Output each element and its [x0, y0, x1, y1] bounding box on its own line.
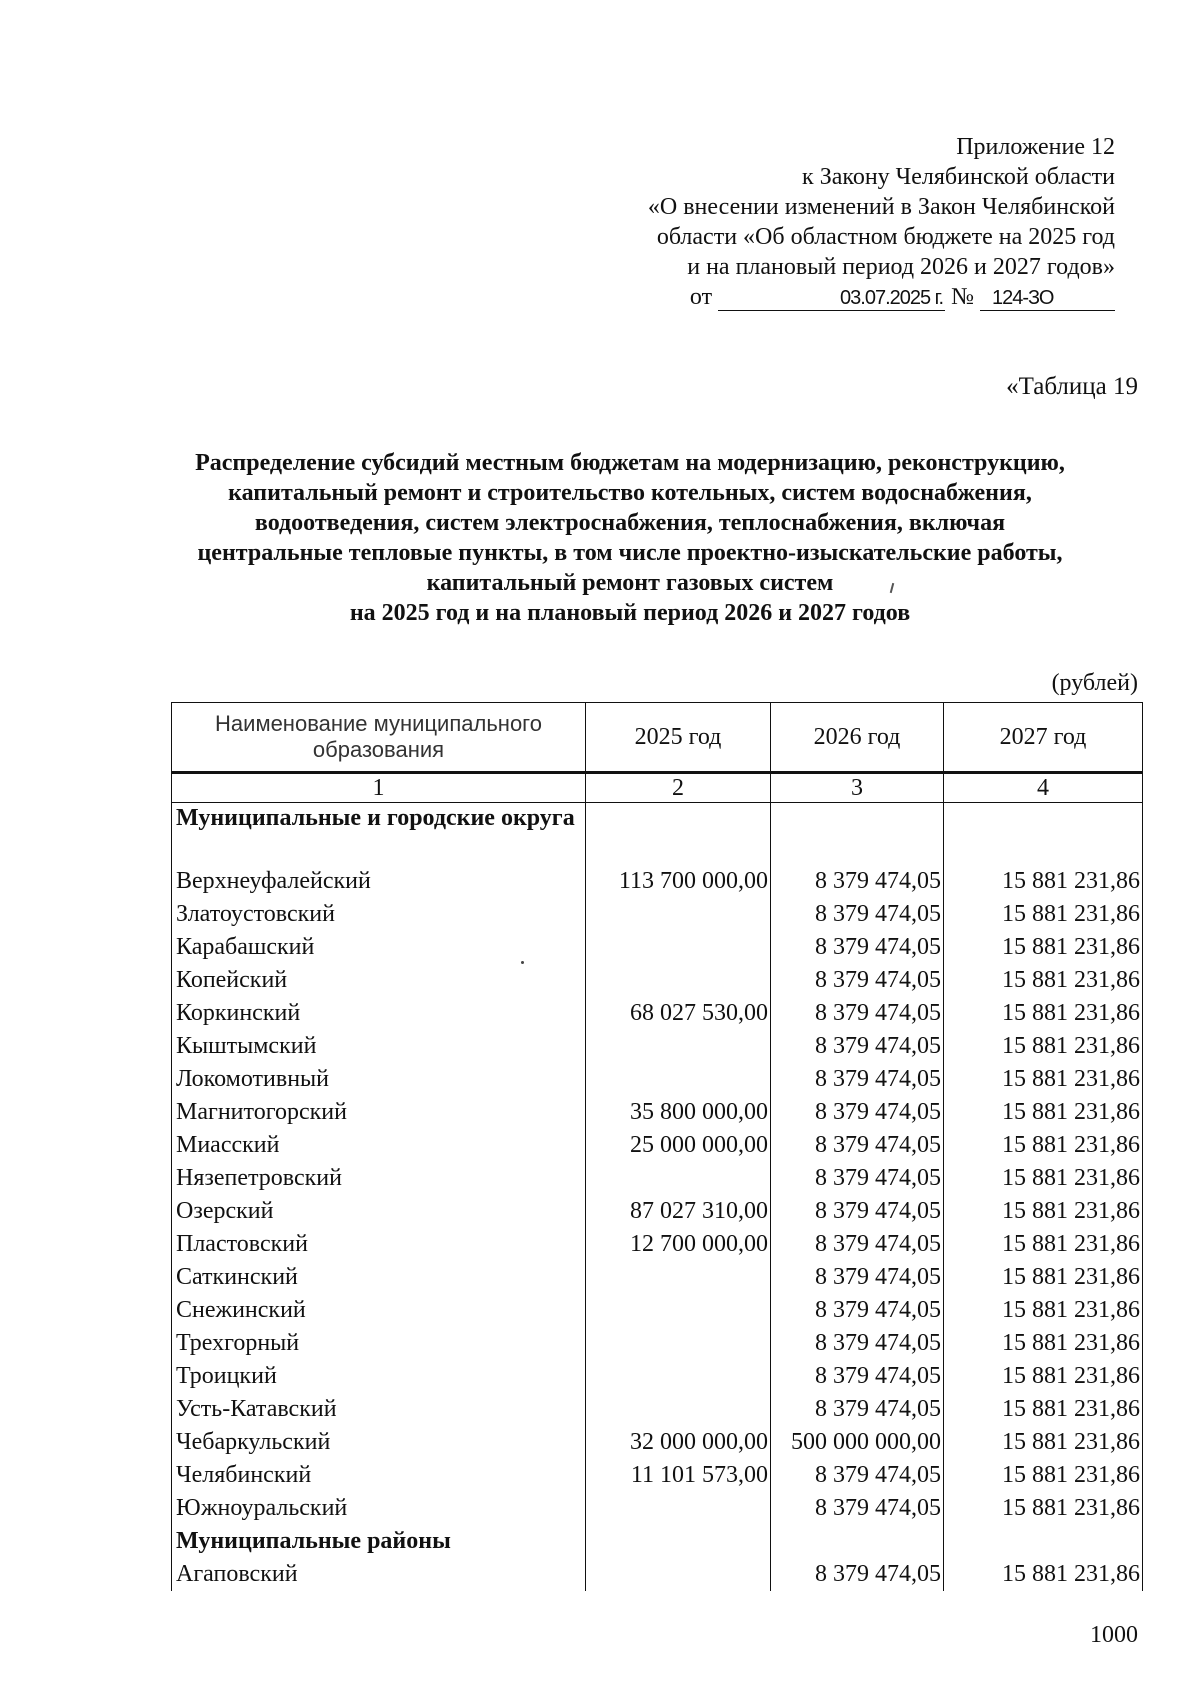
value-2025: [586, 1360, 771, 1393]
value-2025: 68 027 530,00: [586, 997, 771, 1030]
value-2027: 15 881 231,86: [944, 1426, 1143, 1459]
table-row: [172, 1459, 1143, 1492]
header-line: к Закону Челябинской области: [802, 164, 1115, 190]
value-2025: 32 000 000,00: [586, 1426, 771, 1459]
value-2025: 12 700 000,00: [586, 1228, 771, 1261]
table-row: [172, 964, 1143, 997]
value-2026: 8 379 474,05: [771, 997, 944, 1030]
municipality-name: Златоустовский: [172, 898, 586, 931]
value-2025: [586, 1558, 771, 1591]
value-2026: 8 379 474,05: [771, 1393, 944, 1426]
municipality-name: Локомотивный: [172, 1063, 586, 1096]
value-2026: 8 379 474,05: [771, 931, 944, 964]
column-header-2026: 2026 год: [771, 703, 944, 773]
table-row: [172, 1030, 1143, 1063]
value-2027: 15 881 231,86: [944, 1096, 1143, 1129]
table-row: [172, 898, 1143, 931]
value-2026: 8 379 474,05: [771, 1195, 944, 1228]
value-2026: 8 379 474,05: [771, 1558, 944, 1591]
municipality-name: Агаповский: [172, 1558, 586, 1591]
value-2026: 8 379 474,05: [771, 865, 944, 898]
value-2026: 8 379 474,05: [771, 1294, 944, 1327]
municipality-name: Усть-Катавский: [172, 1393, 586, 1426]
number-label: №: [951, 284, 974, 310]
value-2026: 8 379 474,05: [771, 1492, 944, 1525]
units-label: (рублей): [1051, 670, 1138, 696]
value-2027: 15 881 231,86: [944, 1393, 1143, 1426]
table-row: [172, 1558, 1143, 1591]
value-2027: 15 881 231,86: [944, 865, 1143, 898]
value-2026: 8 379 474,05: [771, 898, 944, 931]
table-row: [172, 1426, 1143, 1459]
column-number: 3: [771, 773, 944, 803]
law-number: 124-ЗО: [980, 286, 1115, 311]
value-2025: [586, 1294, 771, 1327]
law-date: 03.07.2025 г.: [718, 286, 945, 311]
value-2025: [586, 1393, 771, 1426]
law-reference-line: [648, 282, 1115, 312]
municipality-name: Пластовский: [172, 1228, 586, 1261]
value-2027: [944, 803, 1143, 866]
value-2027: 15 881 231,86: [944, 898, 1143, 931]
value-2025: [586, 1327, 771, 1360]
title-line: капитальный ремонт газовых систем: [426, 570, 834, 596]
value-2025: 25 000 000,00: [586, 1129, 771, 1162]
title-line: водоотведения, систем электроснабжения, теплоснабжения, включая: [254, 510, 1006, 536]
value-2027: 15 881 231,86: [944, 1261, 1143, 1294]
municipality-name: Коркинский: [172, 997, 586, 1030]
value-2026: 8 379 474,05: [771, 1129, 944, 1162]
value-2026: 8 379 474,05: [771, 1096, 944, 1129]
value-2026: [771, 1525, 944, 1558]
value-2026: 8 379 474,05: [771, 1261, 944, 1294]
value-2025: [586, 931, 771, 964]
municipality-name: Саткинский: [172, 1261, 586, 1294]
table-row: [172, 1195, 1143, 1228]
column-number-row: [172, 773, 1143, 803]
value-2027: 15 881 231,86: [944, 1459, 1143, 1492]
title-line: Распределение субсидий местным бюджетам на модернизацию, реконструкцию,: [195, 450, 1065, 476]
value-2027: 15 881 231,86: [944, 1360, 1143, 1393]
table-row: [172, 865, 1143, 898]
value-2026: 8 379 474,05: [771, 964, 944, 997]
header-line: «О внесении изменений в Закон Челябинской: [647, 194, 1115, 220]
table-row: [172, 1393, 1143, 1426]
scan-speck: [521, 961, 524, 964]
group-row: [172, 1525, 1143, 1558]
table-row: [172, 1360, 1143, 1393]
municipality-name: Южноуральский: [172, 1492, 586, 1525]
column-number: 4: [944, 773, 1143, 803]
municipality-name: Муниципальные районы: [172, 1525, 586, 1558]
municipality-name: Озерский: [172, 1195, 586, 1228]
table-header-row: [172, 703, 1143, 773]
title-line: центральные тепловые пункты, в том числе проектно-изыскательские работы,: [197, 540, 1063, 566]
table-row: [172, 1162, 1143, 1195]
from-label: от: [689, 284, 713, 310]
municipality-name: Копейский: [172, 964, 586, 997]
municipality-name: Нязепетровский: [172, 1162, 586, 1195]
table-row: [172, 1129, 1143, 1162]
value-2025: 87 027 310,00: [586, 1195, 771, 1228]
value-2027: [944, 1525, 1143, 1558]
table-body: [172, 803, 1143, 1592]
value-2025: [586, 964, 771, 997]
value-2025: [586, 1162, 771, 1195]
value-2025: [586, 1525, 771, 1558]
table-row: [172, 1261, 1143, 1294]
table-row: [172, 1228, 1143, 1261]
page-number: 1000: [1090, 1622, 1138, 1648]
header-line: области «Об областном бюджете на 2025 год: [656, 224, 1115, 250]
value-2026: 8 379 474,05: [771, 1030, 944, 1063]
group-row: [172, 803, 1143, 866]
value-2027: 15 881 231,86: [944, 1558, 1143, 1591]
municipality-name: Трехгорный: [172, 1327, 586, 1360]
table-row: [172, 931, 1143, 964]
column-number: 1: [172, 773, 586, 803]
column-header-name: Наименование муниципального образования: [172, 703, 586, 773]
column-header-2025: 2025 год: [586, 703, 771, 773]
value-2025: [586, 1261, 771, 1294]
subsidy-table: [171, 702, 1143, 1591]
column-header-2027: 2027 год: [944, 703, 1143, 773]
value-2027: 15 881 231,86: [944, 1195, 1143, 1228]
value-2027: 15 881 231,86: [944, 1327, 1143, 1360]
value-2025: 113 700 000,00: [586, 865, 771, 898]
value-2025: 11 101 573,00: [586, 1459, 771, 1492]
municipality-name: Муниципальные и городские округа: [172, 803, 586, 866]
value-2026: 8 379 474,05: [771, 1360, 944, 1393]
table-row: [172, 1492, 1143, 1525]
table-label: «Таблица 19: [1006, 373, 1138, 400]
municipality-name: Снежинский: [172, 1294, 586, 1327]
value-2027: 15 881 231,86: [944, 1294, 1143, 1327]
value-2026: 8 379 474,05: [771, 1459, 944, 1492]
value-2027: 15 881 231,86: [944, 1228, 1143, 1261]
value-2025: [586, 898, 771, 931]
table-row: [172, 1327, 1143, 1360]
municipality-name: Миасский: [172, 1129, 586, 1162]
value-2025: 35 800 000,00: [586, 1096, 771, 1129]
value-2026: 8 379 474,05: [771, 1162, 944, 1195]
value-2026: [771, 803, 944, 866]
municipality-name: Верхнеуфалейский: [172, 865, 586, 898]
value-2027: 15 881 231,86: [944, 1030, 1143, 1063]
document-title: [150, 448, 1110, 628]
value-2026: 8 379 474,05: [771, 1063, 944, 1096]
value-2027: 15 881 231,86: [944, 1162, 1143, 1195]
table-row: [172, 997, 1143, 1030]
value-2027: 15 881 231,86: [944, 1129, 1143, 1162]
value-2026: 8 379 474,05: [771, 1327, 944, 1360]
value-2025: [586, 1063, 771, 1096]
value-2027: 15 881 231,86: [944, 1492, 1143, 1525]
municipality-name: Чебаркульский: [172, 1426, 586, 1459]
municipality-name: Кыштымский: [172, 1030, 586, 1063]
header-line: и на плановый период 2026 и 2027 годов»: [687, 254, 1115, 280]
municipality-name: Челябинский: [172, 1459, 586, 1492]
value-2025: [586, 803, 771, 866]
column-number: 2: [586, 773, 771, 803]
value-2026: 8 379 474,05: [771, 1228, 944, 1261]
title-line: капитальный ремонт и строительство котельных, систем водоснабжения,: [228, 480, 1032, 506]
appendix-header: [648, 132, 1115, 312]
municipality-name: Карабашский: [172, 931, 586, 964]
value-2027: 15 881 231,86: [944, 931, 1143, 964]
municipality-name: Троицкий: [172, 1360, 586, 1393]
value-2025: [586, 1492, 771, 1525]
header-line: Приложение 12: [956, 134, 1115, 160]
table-row: [172, 1294, 1143, 1327]
table-row: [172, 1096, 1143, 1129]
value-2027: 15 881 231,86: [944, 1063, 1143, 1096]
value-2025: [586, 1030, 771, 1063]
title-line: на 2025 год и на плановый период 2026 и 2027 годов: [349, 600, 911, 626]
value-2027: 15 881 231,86: [944, 964, 1143, 997]
value-2026: 500 000 000,00: [771, 1426, 944, 1459]
table-row: [172, 1063, 1143, 1096]
value-2027: 15 881 231,86: [944, 997, 1143, 1030]
municipality-name: Магнитогорский: [172, 1096, 586, 1129]
